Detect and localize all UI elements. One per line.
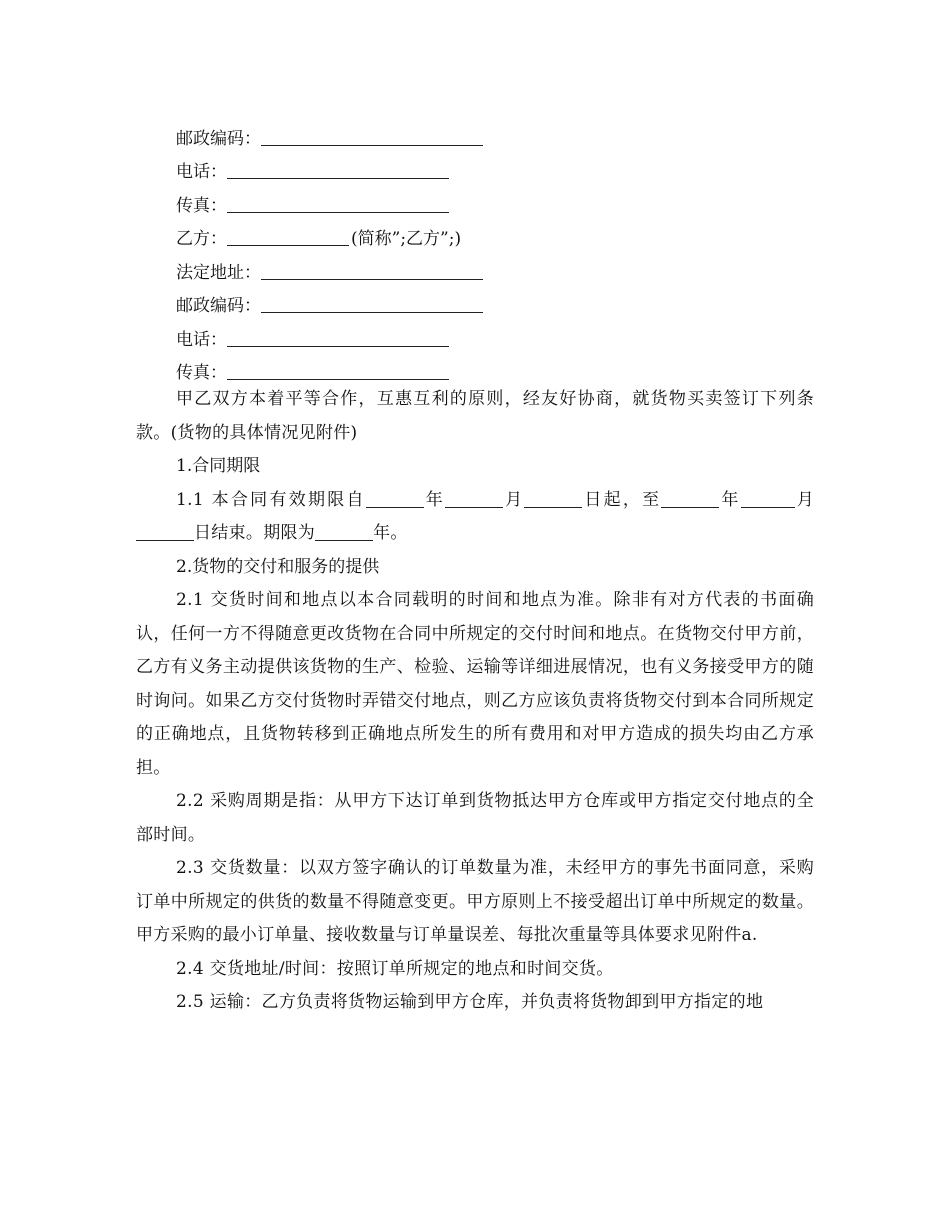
party-b-phone-field [176, 316, 814, 350]
party-a-phone-field [176, 149, 814, 183]
clause-1-1 [136, 484, 814, 551]
party-b-name-blank[interactable] [227, 225, 349, 246]
month-label: 月 [503, 489, 525, 510]
day-blank[interactable] [136, 522, 194, 541]
intro-paragraph: 甲乙双方本着平等合作，互惠互利的原则，经友好协商，就货物买卖签订下列条款。(货物的具体情况见附件) [136, 389, 814, 443]
term-years-blank[interactable] [315, 522, 373, 541]
postcode-blank[interactable] [261, 125, 483, 146]
years-label: 年。 [373, 523, 408, 543]
year-blank[interactable] [661, 489, 719, 508]
party-a-postcode-field [176, 115, 814, 149]
address-label: 法定地址： [176, 262, 261, 283]
year-label: 年 [423, 489, 446, 510]
year-blank[interactable] [366, 489, 424, 508]
clause-2-1: 2.1 交货时间和地点以本合同载明的时间和地点为准。除非有对方代表的书面确认，任何一方不得随意更改货物在合同中所规定的交付时间和地点。在货物交付甲方前，乙方有义务主动提供该货物的生产、检验、运输等详细进展情况，也有义务接受甲方的随时询问。如果乙方交付货物时弄错交付地点，则乙方应该负责将货物交付到本合同所规定的正确地点，且货物转移到正确地点所发生的所有费用和对甲方造成的损失均由乙方承担。 [136, 590, 814, 778]
party-b-label: 乙方： [176, 229, 227, 249]
clause-2-4: 2.4 交货地址/时间：按照订单所规定的地点和时间交货。 [176, 958, 614, 979]
month-label: 月 [794, 489, 814, 510]
party-b-address-field [176, 249, 814, 283]
clause-prefix: 1.1 本合同有效期限自 [176, 489, 366, 510]
fax-blank[interactable] [227, 192, 449, 213]
postcode-blank[interactable] [261, 292, 483, 313]
clause-2-3: 2.3 交货数量：以双方签字确认的订单数量为准，未经甲方的事先书面同意，采购订单中所规定的供货的数量不得随意变更。甲方原则上不接受超出订单中所规定的数量。甲方采购的最小订单量、接收数量与订单量误差、每批次重量等具体要求见附件a. [136, 858, 814, 945]
clause-2-5: 2.5 运输：乙方负责将货物运输到甲方仓库，并负责将货物卸到甲方指定的地 [176, 992, 764, 1012]
fax-blank[interactable] [227, 359, 449, 380]
fax-label: 传真： [176, 195, 227, 216]
day-blank[interactable] [524, 489, 582, 508]
day-end-label: 日结束。期限为 [194, 523, 316, 543]
year-label: 年 [719, 489, 741, 510]
party-b-postcode-field [176, 283, 814, 317]
section-2-title: 2.货物的交付和服务的提供 [176, 556, 380, 577]
party-a-fax-field [176, 182, 814, 216]
phone-blank[interactable] [227, 326, 449, 347]
month-blank[interactable] [445, 489, 503, 508]
month-blank[interactable] [741, 489, 785, 508]
fax-label: 传真： [176, 363, 227, 383]
month-blank-continued[interactable] [785, 489, 795, 508]
phone-blank[interactable] [227, 158, 449, 179]
party-b-fax-field [176, 350, 814, 384]
party-b-abbreviation: (简称”;乙方”;) [351, 229, 462, 249]
address-blank[interactable] [261, 259, 483, 280]
postcode-label: 邮政编码： [176, 128, 261, 149]
phone-label: 电话： [176, 329, 227, 350]
postcode-label: 邮政编码： [176, 296, 261, 316]
contact-fields [136, 115, 814, 383]
section-1-title: 1.合同期限 [176, 456, 261, 476]
clause-2-2: 2.2 采购周期是指：从甲方下达订单到货物抵达甲方仓库或甲方指定交付地点的全部时间。 [136, 791, 814, 845]
day-from-label: 日起，至 [582, 489, 662, 510]
phone-label: 电话： [176, 162, 227, 182]
party-b-name-field [176, 216, 814, 250]
